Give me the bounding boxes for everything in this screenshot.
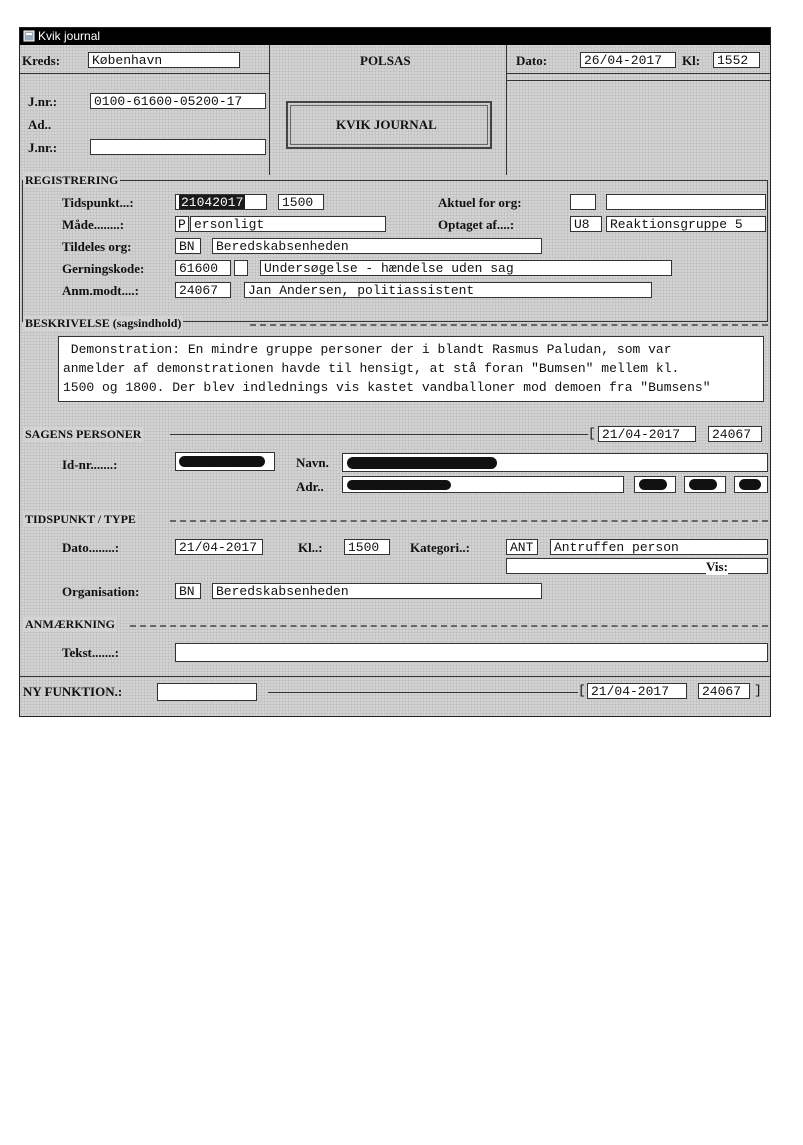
tidspunkt-kl-field[interactable]: 1500	[344, 539, 390, 555]
tidspunkt-label: Tidspunkt...:	[62, 195, 134, 210]
tekst-label: Tekst.......:	[62, 645, 119, 660]
footer-date-field[interactable]: 21/04-2017	[587, 683, 687, 699]
maade-field[interactable]: ersonligt	[190, 216, 386, 232]
adr-sub-field[interactable]	[684, 476, 726, 493]
dato-label: Dato........:	[62, 540, 120, 555]
tekst-field[interactable]	[175, 643, 768, 662]
beskrivelse-line: 1500 og 1800. Der blev indlednings vis kastet vandballoner mod demoen fra "Bumsens"	[63, 380, 711, 395]
organisation-code-field[interactable]: BN	[175, 583, 201, 599]
anmaerkning-section-title: ANMÆRKNING	[25, 617, 115, 631]
tildeles-code-field[interactable]: BN	[175, 238, 201, 254]
window-title: Kvik journal	[38, 29, 101, 43]
kl-label: Kl:	[682, 53, 701, 68]
redaction	[347, 480, 451, 490]
idnr-field[interactable]	[175, 452, 275, 471]
kategori-label: Kategori..:	[410, 540, 470, 555]
ny-funktion-field[interactable]	[157, 683, 257, 701]
footer-bracket-close: ]	[754, 683, 762, 698]
header-divider-left	[269, 45, 270, 175]
maade-label: Måde........:	[62, 217, 125, 232]
header-line	[506, 80, 770, 81]
anm-modt-field[interactable]: Jan Andersen, politiassistent	[244, 282, 652, 298]
anmaerkning-divider	[130, 625, 768, 627]
adr-label: Adr..	[296, 479, 324, 494]
redaction	[689, 479, 717, 490]
kategori-extra-field[interactable]	[506, 558, 768, 574]
redaction	[179, 456, 265, 467]
beskrivelse-line: Demonstration: En mindre gruppe personer der i blandt Rasmus Paludan, som var	[63, 342, 672, 357]
aktuel-org-code-field[interactable]	[570, 194, 596, 210]
jnr2-field[interactable]	[90, 139, 266, 155]
kvik-journal-button[interactable]	[286, 101, 492, 149]
beskrivelse-line: anmelder af demonstrationen havde til hensigt, at stå foran "Bumsen" mellem kl.	[63, 361, 680, 376]
tidspunkt-dato-field[interactable]: 21/04-2017	[175, 539, 263, 555]
gerningskode-field[interactable]: Undersøgelse - hændelse uden sag	[260, 260, 672, 276]
gerningskode-label: Gerningskode:	[62, 261, 145, 276]
personer-code-field[interactable]: 24067	[708, 426, 762, 442]
optaget-code-field[interactable]: U8	[570, 216, 602, 232]
beskrivelse-divider	[250, 324, 768, 326]
kl-field[interactable]: 1552	[713, 52, 760, 68]
personer-divider	[170, 434, 588, 435]
kreds-label: Kreds:	[22, 53, 61, 68]
dato-field[interactable]: 26/04-2017	[580, 52, 676, 68]
footer-bracket: [	[578, 683, 586, 698]
kreds-field[interactable]: København	[88, 52, 240, 68]
tidspunkt-divider	[170, 520, 768, 522]
organisation-label: Organisation:	[62, 584, 140, 599]
jnr-label: J.nr.:	[28, 94, 58, 109]
kategori-code-field[interactable]: ANT	[506, 539, 538, 555]
title-bar	[20, 28, 770, 45]
jnr-field[interactable]: 0100-61600-05200-17	[90, 93, 266, 109]
redaction	[739, 479, 761, 490]
header-line	[506, 73, 770, 74]
aktuel-org-label: Aktuel for org:	[438, 195, 522, 210]
navn-label: Navn.	[296, 455, 329, 470]
footer-line	[20, 676, 770, 677]
tidspunkt-date-field[interactable]	[175, 194, 267, 210]
footer-divider	[268, 692, 578, 693]
anm-modt-code-field[interactable]: 24067	[175, 282, 231, 298]
dato-label: Dato:	[516, 53, 548, 68]
redaction	[347, 457, 497, 469]
ad-label: Ad..	[28, 117, 52, 132]
kategori-field[interactable]: Antruffen person	[550, 539, 768, 555]
optaget-field[interactable]: Reaktionsgruppe 5	[606, 216, 766, 232]
navn-field[interactable]	[342, 453, 768, 472]
header-divider-right	[506, 45, 507, 175]
aktuel-org-field[interactable]	[606, 194, 766, 210]
personer-section-title: SAGENS PERSONER	[25, 427, 142, 441]
tidspunkt-kl-label: Kl..:	[298, 540, 323, 555]
kvik-journal-label: KVIK JOURNAL	[336, 117, 437, 132]
kvik-journal-window	[19, 27, 771, 717]
personer-bracket: [	[588, 426, 596, 441]
tildeles-field[interactable]: Beredskabsenheden	[212, 238, 542, 254]
vis-label: Vis:	[706, 559, 728, 574]
gerningskode-code-field[interactable]: 61600	[175, 260, 231, 276]
gerningskode-sub-field[interactable]	[234, 260, 248, 276]
optaget-label: Optaget af....:	[438, 217, 515, 232]
ny-funktion-label: NY FUNKTION.:	[23, 684, 123, 699]
maade-code-field[interactable]: P	[175, 216, 189, 232]
redaction	[639, 479, 667, 490]
jnr2-label: J.nr.:	[28, 140, 58, 155]
beskrivelse-section-title: BESKRIVELSE (sagsindhold)	[25, 316, 182, 330]
personer-date-field[interactable]: 21/04-2017	[598, 426, 696, 442]
tidspunkt-section-title: TIDSPUNKT / TYPE	[25, 512, 136, 526]
system-title: POLSAS	[360, 53, 411, 68]
beskrivelse-text[interactable]	[58, 336, 764, 402]
tidspunkt-date-value: 21042017	[181, 195, 244, 210]
tildeles-label: Tildeles org:	[62, 239, 132, 254]
app-icon	[23, 30, 35, 42]
organisation-field[interactable]: Beredskabsenheden	[212, 583, 542, 599]
header-line	[20, 73, 269, 74]
tidspunkt-time-field[interactable]: 1500	[278, 194, 324, 210]
adr-postcode-field[interactable]	[634, 476, 676, 493]
adr-extra-field[interactable]	[734, 476, 768, 493]
registrering-section-title: REGISTRERING	[25, 173, 119, 187]
idnr-label: Id-nr.......:	[62, 457, 118, 472]
anm-modt-label: Anm.modt....:	[62, 283, 139, 298]
footer-code-field[interactable]: 24067	[698, 683, 750, 699]
adr-field[interactable]	[342, 476, 624, 493]
